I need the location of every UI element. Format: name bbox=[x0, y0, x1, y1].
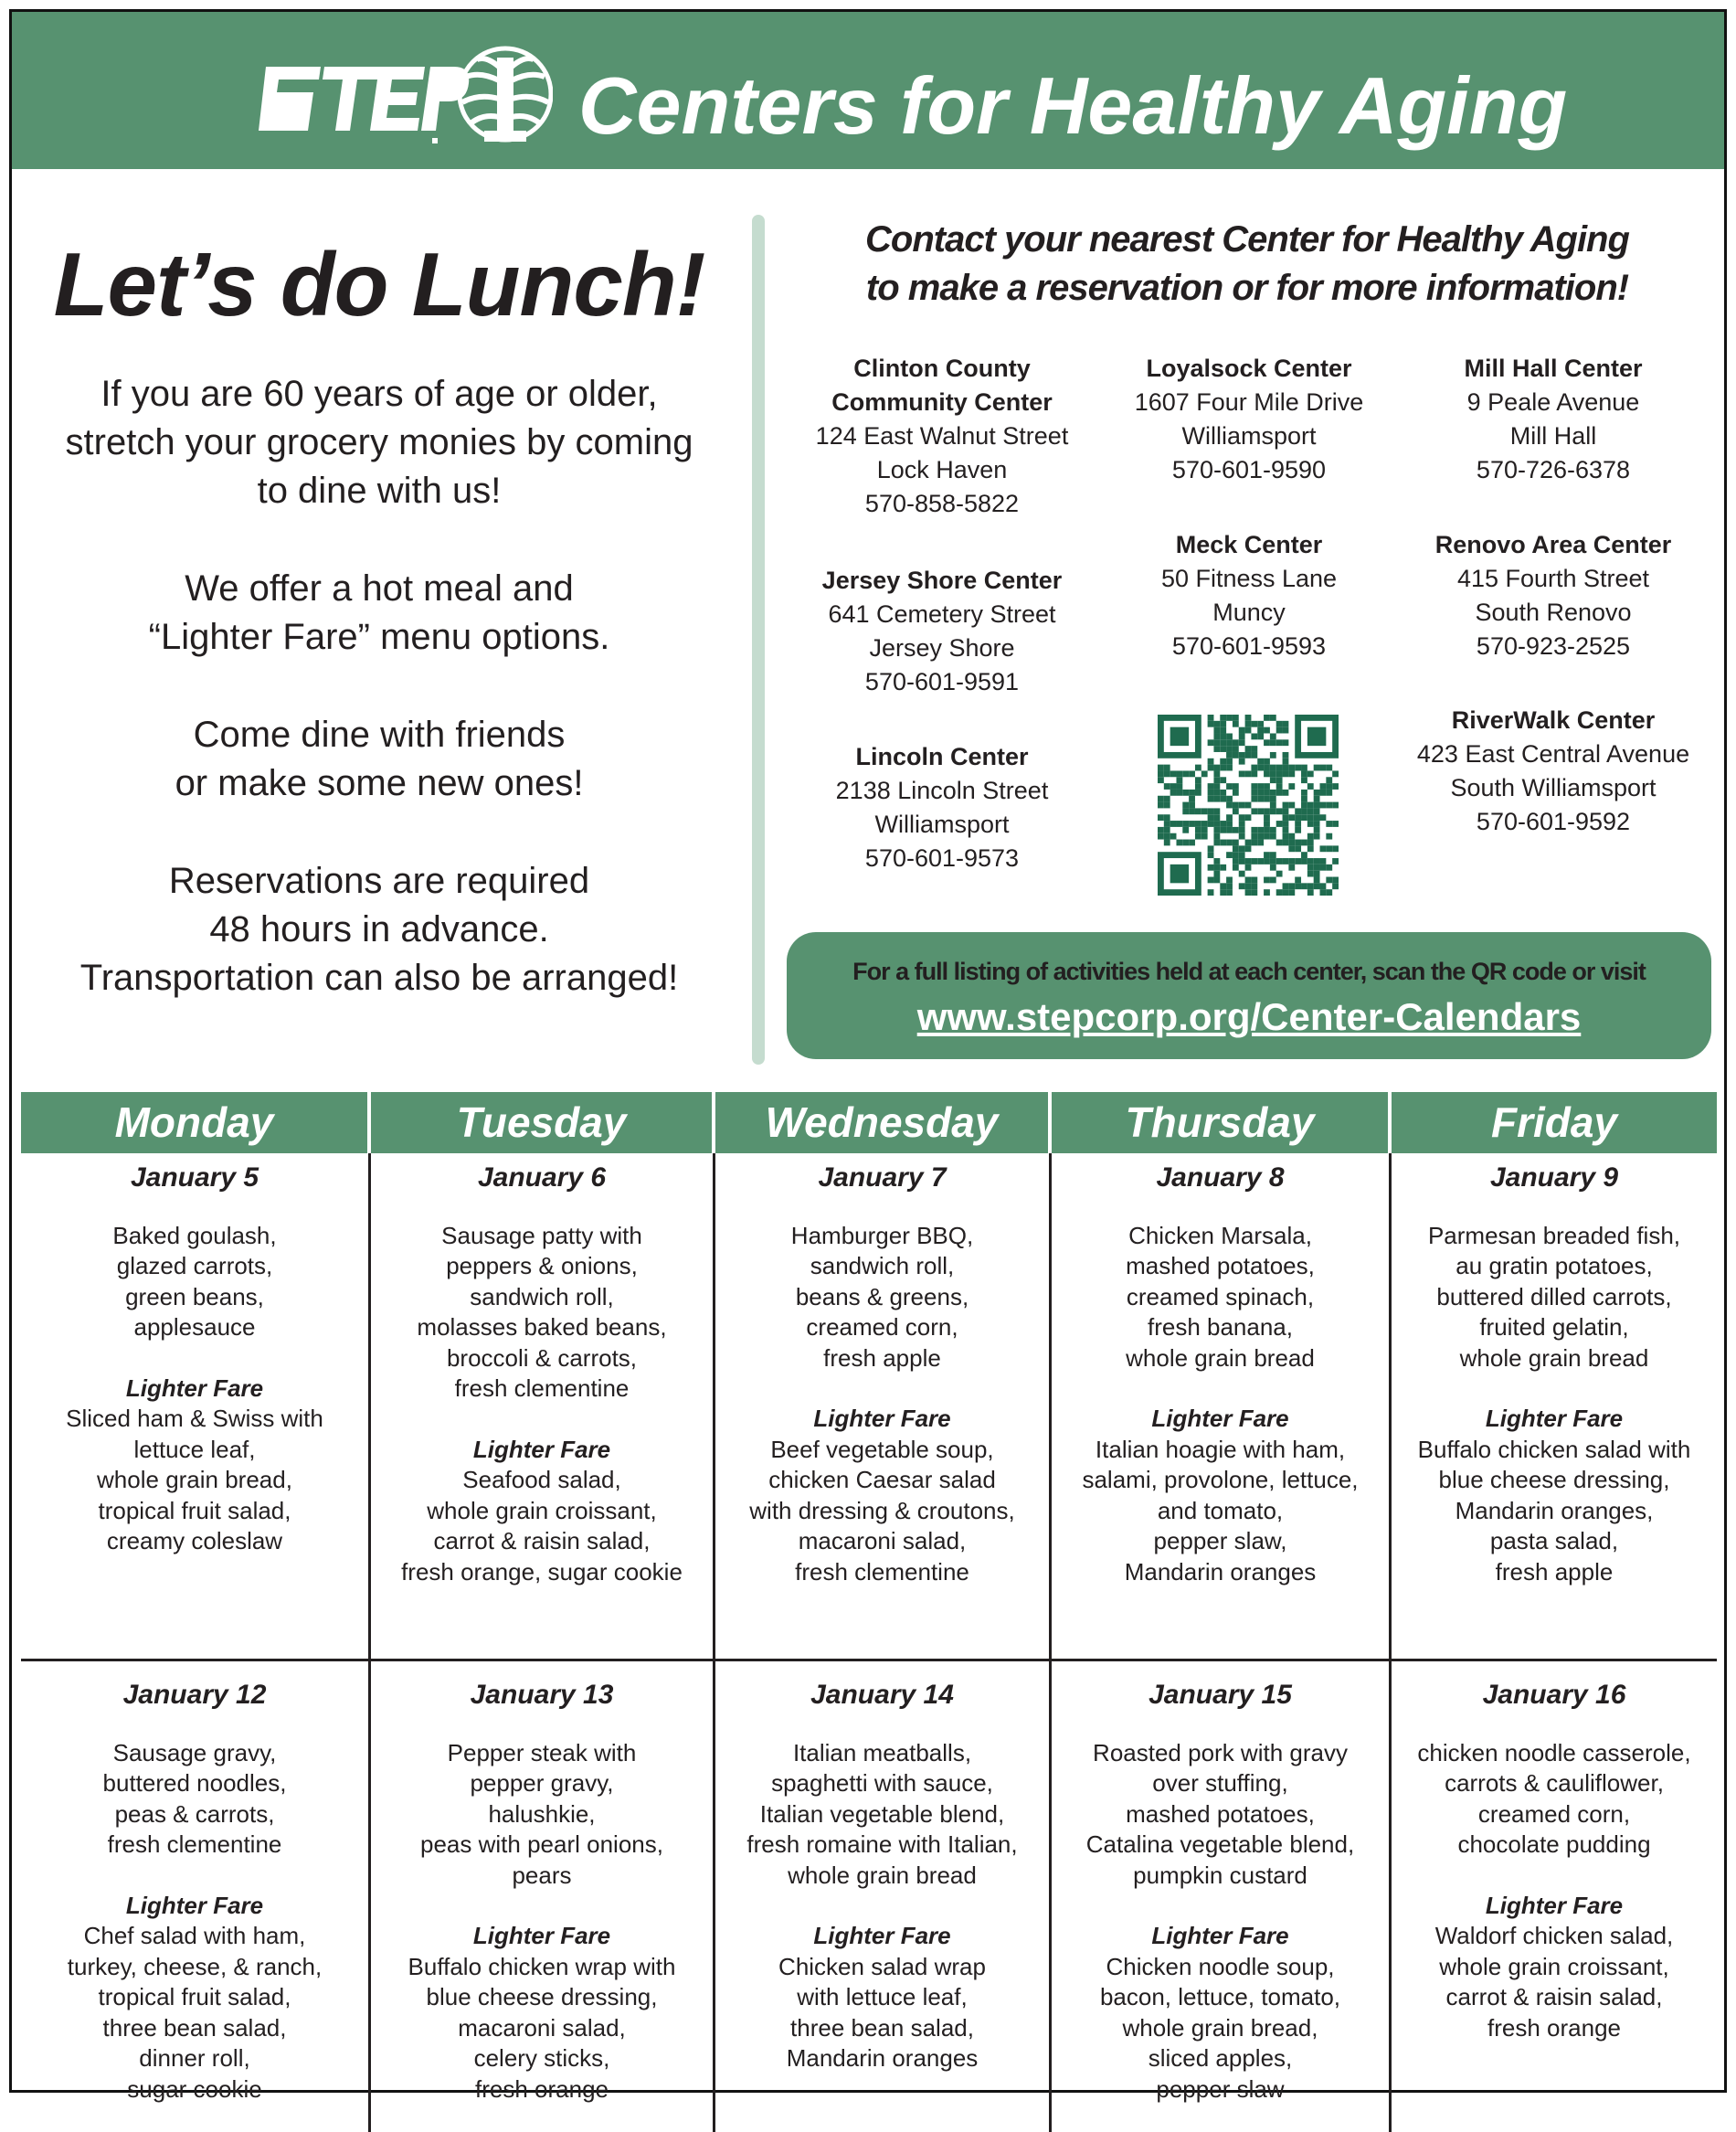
lighter-fare-item: Chicken salad wrap bbox=[778, 1952, 986, 1980]
center-address: South Renovo bbox=[1475, 599, 1632, 626]
lighter-fare-item: with dressing & croutons, bbox=[749, 1496, 1015, 1524]
center-address: 423 East Central Avenue bbox=[1416, 740, 1690, 768]
menu-item: fresh clementine bbox=[454, 1374, 630, 1402]
menu-cell bbox=[371, 1153, 715, 1659]
center-phone[interactable]: 570-601-9591 bbox=[864, 668, 1020, 695]
menu-item: Sausage gravy, bbox=[112, 1738, 277, 1766]
lighter-fare-item: pepper slaw bbox=[1156, 2074, 1285, 2103]
center-phone[interactable]: 570-601-9592 bbox=[1476, 808, 1631, 835]
menu-date: January 16 bbox=[1482, 1680, 1626, 1710]
lighter-fare-label: Lighter Fare bbox=[1151, 1405, 1289, 1432]
menu-item: Italian meatballs, bbox=[792, 1738, 972, 1766]
center-address: 1607 Four Mile Drive bbox=[1134, 388, 1364, 416]
center-address: Lock Haven bbox=[876, 456, 1008, 483]
menu-date: January 9 bbox=[1489, 1162, 1619, 1193]
lighter-fare-item: sugar cookie bbox=[127, 2074, 262, 2103]
menu-item: over stuffing, bbox=[1152, 1769, 1288, 1797]
intro-line: 48 hours in advance. bbox=[209, 909, 549, 949]
center-name: RiverWalk Center bbox=[1451, 706, 1656, 734]
center-address: 415 Fourth Street bbox=[1456, 565, 1650, 592]
intro-line: to dine with us! bbox=[257, 471, 502, 511]
intro-line: We offer a hot meal and bbox=[185, 568, 574, 609]
lighter-fare-item: Mandarin oranges bbox=[1124, 1557, 1317, 1586]
lighter-fare-item: blue cheese dressing, bbox=[426, 1983, 658, 2010]
center-card bbox=[791, 740, 1093, 875]
center-address: Jersey Shore bbox=[869, 634, 1015, 662]
menu-item: creamed spinach, bbox=[1126, 1282, 1315, 1310]
menu-item: beans & greens, bbox=[795, 1282, 969, 1310]
center-address: 9 Peale Avenue bbox=[1466, 388, 1640, 416]
calendar-link-box bbox=[787, 932, 1711, 1059]
lighter-fare-label: Lighter Fare bbox=[472, 1922, 611, 1949]
lighter-fare-item: turkey, cheese, & ranch, bbox=[67, 1952, 323, 1980]
day-header-monday: Monday bbox=[21, 1092, 371, 1153]
intro-line: Transportation can also be arranged! bbox=[79, 958, 679, 998]
intro-line: Come dine with friends bbox=[193, 715, 566, 755]
lighter-fare-label: Lighter Fare bbox=[813, 1405, 951, 1432]
lighter-fare-item: Seafood salad, bbox=[462, 1466, 621, 1493]
lighter-fare-label: Lighter Fare bbox=[1151, 1922, 1289, 1949]
lighter-fare-item: macaroni salad, bbox=[798, 1527, 967, 1554]
lighter-fare-item: Mandarin oranges, bbox=[1455, 1496, 1654, 1524]
menu-item: whole grain bread bbox=[788, 1861, 977, 1889]
lunch-calendar bbox=[21, 1092, 1717, 2132]
lighter-fare-item: Italian hoagie with ham, bbox=[1095, 1435, 1346, 1463]
lighter-fare-item: Beef vegetable soup, bbox=[770, 1435, 994, 1463]
center-name: Renovo Area Center bbox=[1434, 531, 1672, 558]
lighter-fare-item: and tomato, bbox=[1157, 1496, 1284, 1524]
contact-heading-line: Contact your nearest Center for Healthy Aging bbox=[865, 219, 1629, 260]
lighter-fare-item: pepper slaw, bbox=[1153, 1527, 1287, 1554]
menu-item: carrots & cauliflower, bbox=[1445, 1769, 1664, 1797]
center-address: Muncy bbox=[1212, 599, 1286, 626]
center-phone[interactable]: 570-601-9573 bbox=[864, 844, 1020, 872]
center-card bbox=[1098, 528, 1400, 663]
lighter-fare-item: Chicken noodle soup, bbox=[1106, 1952, 1335, 1980]
lighter-fare-item: Buffalo chicken wrap with bbox=[408, 1952, 676, 1980]
center-phone[interactable]: 570-601-9593 bbox=[1171, 632, 1327, 660]
lighter-fare-item: whole grain bread, bbox=[97, 1466, 292, 1493]
menu-item: spaghetti with sauce, bbox=[771, 1769, 993, 1797]
column-divider bbox=[752, 215, 765, 1065]
menu-item: mashed potatoes, bbox=[1126, 1799, 1315, 1828]
center-card bbox=[1403, 352, 1704, 487]
lighter-fare-item: tropical fruit salad, bbox=[98, 1496, 291, 1524]
lighter-fare-item: tropical fruit salad, bbox=[98, 1983, 291, 2010]
center-phone[interactable]: 570-601-9590 bbox=[1171, 456, 1327, 483]
menu-item: pepper gravy, bbox=[470, 1769, 614, 1797]
lighter-fare-item: Waldorf chicken salad, bbox=[1434, 1922, 1674, 1949]
menu-item: Sausage patty with bbox=[441, 1221, 642, 1249]
menu-item: Catalina vegetable blend, bbox=[1085, 1830, 1355, 1858]
contact-heading-line: to make a reservation or for more information! bbox=[865, 268, 1629, 308]
menu-item: Parmesan breaded fish, bbox=[1427, 1221, 1681, 1249]
intro-line: or make some new ones! bbox=[175, 763, 584, 803]
day-header-tuesday: Tuesday bbox=[371, 1092, 715, 1153]
lighter-fare-item: Buffalo chicken salad with bbox=[1417, 1435, 1691, 1463]
lighter-fare-item: whole grain croissant, bbox=[1439, 1952, 1669, 1980]
center-name: Mill Hall Center bbox=[1464, 355, 1643, 382]
lighter-fare-item: Chef salad with ham, bbox=[83, 1922, 306, 1949]
header-title: Centers for Healthy Aging bbox=[578, 60, 1568, 151]
lighter-fare-label: Lighter Fare bbox=[1485, 1891, 1624, 1919]
menu-date: January 5 bbox=[130, 1162, 259, 1193]
menu-item: fruited gelatin, bbox=[1479, 1313, 1629, 1341]
menu-item: Chicken Marsala, bbox=[1128, 1221, 1312, 1249]
menu-item: pears bbox=[512, 1861, 572, 1889]
center-card bbox=[1098, 352, 1400, 487]
center-address: 124 East Walnut Street bbox=[815, 422, 1069, 450]
step-logo bbox=[251, 39, 553, 158]
lighter-fare-label: Lighter Fare bbox=[472, 1435, 611, 1463]
menu-item: sandwich roll, bbox=[470, 1282, 614, 1310]
cta-text: For a full listing of activities held at each center, scan the QR code or visit bbox=[852, 958, 1646, 985]
day-header-wednesday: Wednesday bbox=[715, 1092, 1052, 1153]
menu-item: molasses baked beans, bbox=[417, 1313, 667, 1341]
center-name: Loyalsock Center bbox=[1146, 355, 1352, 382]
center-card bbox=[791, 352, 1093, 521]
menu-item: creamed corn, bbox=[1477, 1799, 1631, 1828]
contact-heading bbox=[772, 216, 1722, 313]
center-name: Lincoln Center bbox=[855, 743, 1029, 770]
lighter-fare-item: pasta salad, bbox=[1489, 1527, 1619, 1554]
center-phone[interactable]: 570-858-5822 bbox=[864, 490, 1020, 517]
menu-cell bbox=[371, 1661, 715, 2132]
lighter-fare-item: fresh orange bbox=[475, 2074, 609, 2103]
intro-line: If you are 60 years of age or older, bbox=[101, 374, 658, 414]
menu-item: creamed corn, bbox=[806, 1313, 958, 1341]
lighter-fare-item: carrot & raisin salad, bbox=[433, 1527, 651, 1554]
center-name: Jersey Shore Center bbox=[821, 567, 1063, 594]
menu-date: January 14 bbox=[810, 1680, 954, 1710]
center-name: Meck Center bbox=[1175, 531, 1323, 558]
center-card bbox=[791, 564, 1093, 699]
intro-paragraph bbox=[18, 711, 740, 808]
menu-item: halushkie, bbox=[488, 1799, 596, 1828]
lighter-fare-item: fresh orange, sugar cookie bbox=[401, 1557, 683, 1586]
header-banner bbox=[12, 12, 1724, 169]
intro-line: stretch your grocery monies by coming bbox=[65, 422, 693, 462]
menu-item: Roasted pork with gravy bbox=[1093, 1738, 1348, 1766]
menu-item: mashed potatoes, bbox=[1126, 1252, 1315, 1279]
calendar-link[interactable]: www.stepcorp.org/Center-Calendars bbox=[916, 995, 1582, 1038]
menu-item: chicken noodle casserole, bbox=[1417, 1738, 1691, 1766]
menu-cell bbox=[1052, 1661, 1392, 2132]
menu-date: January 12 bbox=[122, 1680, 267, 1710]
menu-date: January 13 bbox=[470, 1680, 614, 1710]
lighter-fare-item: whole grain bread, bbox=[1122, 2013, 1318, 2042]
lighter-fare-item: carrot & raisin salad, bbox=[1445, 1983, 1663, 2010]
lighter-fare-item: fresh clementine bbox=[795, 1557, 969, 1586]
menu-cell bbox=[21, 1153, 371, 1659]
menu-date: January 15 bbox=[1149, 1680, 1292, 1710]
lighter-fare-item: Mandarin oranges bbox=[786, 2044, 979, 2072]
menu-item: au gratin potatoes, bbox=[1455, 1252, 1653, 1279]
menu-date: January 6 bbox=[477, 1162, 607, 1193]
lighter-fare-label: Lighter Fare bbox=[813, 1922, 951, 1949]
menu-item: applesauce bbox=[133, 1313, 256, 1341]
menu-cell bbox=[715, 1153, 1052, 1659]
menu-date: January 8 bbox=[1156, 1162, 1285, 1193]
center-address: South Williamsport bbox=[1450, 774, 1657, 801]
lighter-fare-item: fresh orange bbox=[1487, 2013, 1621, 2042]
menu-item: Hamburger BBQ, bbox=[790, 1221, 974, 1249]
menu-item: buttered dilled carrots, bbox=[1436, 1282, 1672, 1310]
day-header-thursday: Thursday bbox=[1052, 1092, 1392, 1153]
lighter-fare-item: three bean salad, bbox=[102, 2013, 287, 2042]
center-phone[interactable]: 570-726-6378 bbox=[1476, 456, 1631, 483]
lighter-fare-item: lettuce leaf, bbox=[133, 1435, 256, 1463]
lighter-fare-item: blue cheese dressing, bbox=[1438, 1466, 1670, 1493]
menu-item: pumpkin custard bbox=[1133, 1861, 1307, 1889]
intro-paragraph bbox=[18, 565, 740, 662]
menu-item: broccoli & carrots, bbox=[446, 1343, 638, 1372]
lighter-fare-item: salami, provolone, lettuce, bbox=[1082, 1466, 1359, 1493]
menu-item: fresh clementine bbox=[107, 1830, 282, 1858]
menu-item: buttered noodles, bbox=[102, 1769, 287, 1797]
lighter-fare-item: celery sticks, bbox=[473, 2044, 610, 2072]
menu-item: peas with pearl onions, bbox=[420, 1830, 663, 1858]
menu-cell bbox=[1052, 1153, 1392, 1659]
intro-paragraph bbox=[18, 857, 740, 1002]
menu-item: fresh apple bbox=[823, 1343, 941, 1372]
intro-paragraph bbox=[18, 370, 740, 515]
menu-cell bbox=[1392, 1153, 1717, 1659]
lighter-fare-item: dinner roll, bbox=[139, 2044, 250, 2072]
menu-item: fresh romaine with Italian, bbox=[746, 1830, 1018, 1858]
lighter-fare-item: sliced apples, bbox=[1148, 2044, 1293, 2072]
menu-cell bbox=[715, 1661, 1052, 2132]
headline: Let’s do Lunch! bbox=[53, 234, 705, 334]
menu-item: peas & carrots, bbox=[114, 1799, 275, 1828]
lighter-fare-item: chicken Caesar salad bbox=[768, 1466, 996, 1493]
day-header-friday: Friday bbox=[1392, 1092, 1717, 1153]
center-address: 641 Cemetery Street bbox=[828, 600, 1056, 628]
lighter-fare-label: Lighter Fare bbox=[125, 1374, 264, 1402]
menu-date: January 7 bbox=[818, 1162, 947, 1193]
lighter-fare-item: with lettuce leaf, bbox=[797, 1983, 968, 2010]
menu-item: whole grain bread bbox=[1126, 1343, 1315, 1372]
center-address: Mill Hall bbox=[1509, 422, 1597, 450]
qr-code[interactable] bbox=[1157, 715, 1339, 896]
intro-line: Reservations are required bbox=[168, 861, 590, 901]
center-card bbox=[1403, 704, 1704, 839]
center-card bbox=[1403, 528, 1704, 663]
lighter-fare-item: macaroni salad, bbox=[458, 2013, 626, 2042]
center-address: Williamsport bbox=[1181, 422, 1317, 450]
menu-item: fresh banana, bbox=[1147, 1313, 1293, 1341]
center-address: 2138 Lincoln Street bbox=[835, 777, 1049, 804]
menu-item: glazed carrots, bbox=[116, 1252, 273, 1279]
menu-cell bbox=[1392, 1661, 1717, 2132]
menu-item: sandwich roll, bbox=[810, 1252, 955, 1279]
menu-item: peppers & onions, bbox=[446, 1252, 638, 1279]
intro-line: “Lighter Fare” menu options. bbox=[148, 617, 610, 657]
menu-item: Italian vegetable blend, bbox=[759, 1799, 1005, 1828]
lighter-fare-label: Lighter Fare bbox=[1485, 1405, 1624, 1432]
menu-item: green beans, bbox=[125, 1282, 264, 1310]
center-name: Clinton County bbox=[853, 355, 1031, 382]
lighter-fare-item: whole grain croissant, bbox=[427, 1496, 657, 1524]
menu-item: whole grain bread bbox=[1459, 1343, 1649, 1372]
menu-cell bbox=[21, 1661, 371, 2132]
lighter-fare-item: bacon, lettuce, tomato, bbox=[1099, 1983, 1341, 2010]
lighter-fare-item: creamy coleslaw bbox=[106, 1527, 283, 1554]
center-phone[interactable]: 570-923-2525 bbox=[1476, 632, 1631, 660]
lighter-fare-item: three bean salad, bbox=[790, 2013, 974, 2042]
menu-item: Pepper steak with bbox=[447, 1738, 637, 1766]
lighter-fare-item: fresh apple bbox=[1495, 1557, 1614, 1586]
menu-item: Baked goulash, bbox=[112, 1221, 277, 1249]
lighter-fare-label: Lighter Fare bbox=[125, 1891, 264, 1919]
center-address: Williamsport bbox=[874, 811, 1010, 838]
center-name: Community Center bbox=[831, 388, 1053, 416]
center-address: 50 Fitness Lane bbox=[1160, 565, 1338, 592]
lighter-fare-item: Sliced ham & Swiss with bbox=[66, 1405, 323, 1432]
menu-item: chocolate pudding bbox=[1457, 1830, 1651, 1858]
